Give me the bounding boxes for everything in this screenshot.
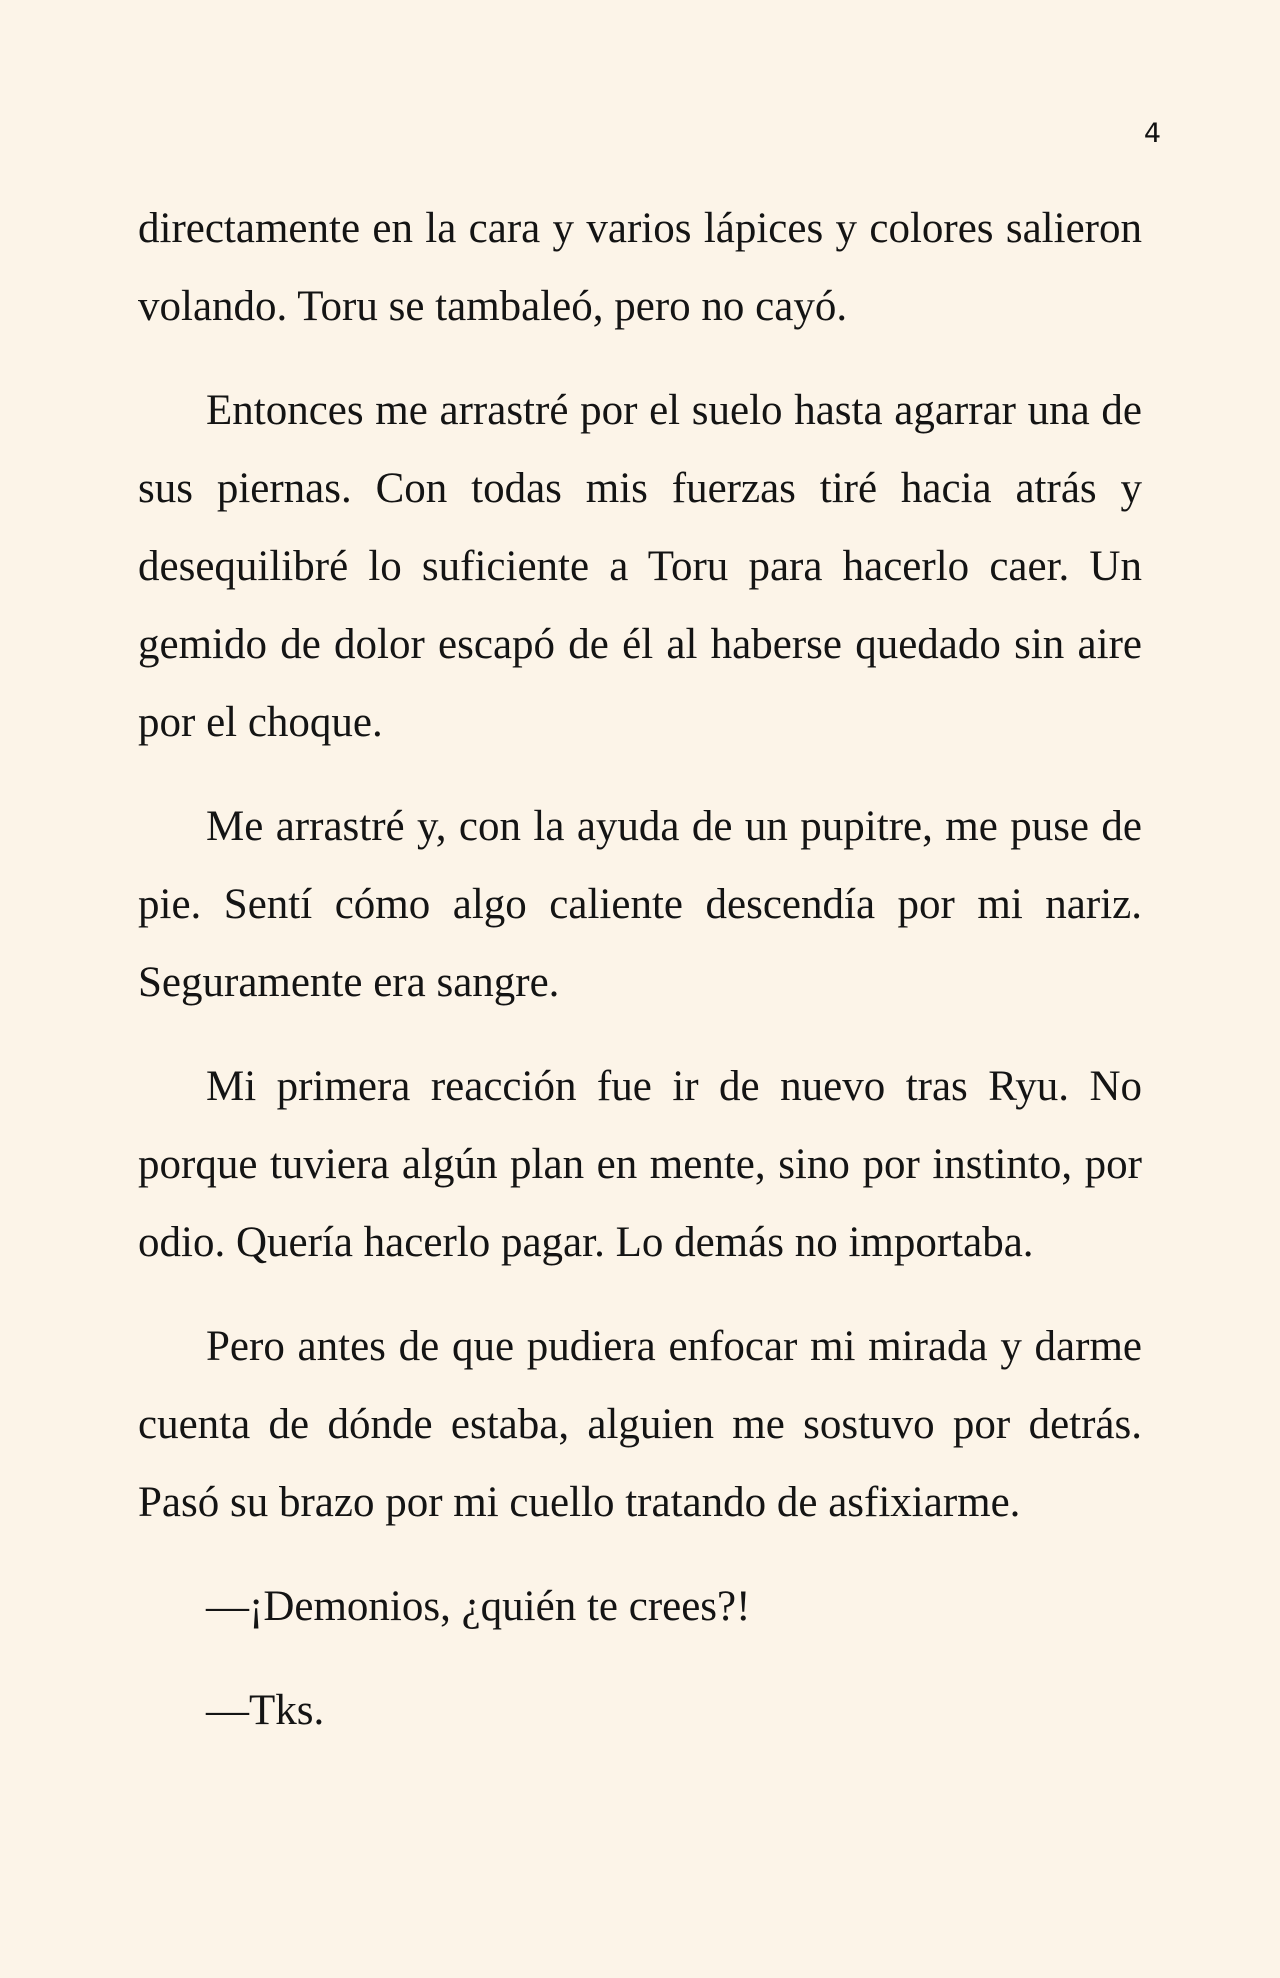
paragraph: Mi primera reacción fue ir de nuevo tras Ryu. No porque tuviera algún plan en mente, sino por instinto, por odio. Quería hacerlo pagar. Lo demás no importaba.: [138, 1063, 1142, 1266]
page-number: 4: [1143, 118, 1161, 149]
text-body: [138, 190, 1142, 1776]
dialogue-line: —¡Demonios, ¿quién te crees?!: [206, 1583, 751, 1630]
dialogue-line: —Tks.: [206, 1687, 325, 1734]
paragraph: Pero antes de que pudiera enfocar mi mirada y darme cuenta de dónde estaba, alguien me sostuvo por detrás. Pasó su brazo por mi cuello tratando de asfixiarme.: [138, 1323, 1142, 1526]
paragraph: Entonces me arrastré por el suelo hasta agarrar una de sus piernas. Con todas mis fuerzas tiré hacia atrás y desequilibré lo suficiente a Toru para hacerlo caer. Un gemido de dolor escapó de él al haberse quedado sin aire por el choque.: [138, 387, 1142, 746]
paragraph: directamente en la cara y varios lápices y colores salieron volando. Toru se tambaleó, pero no cayó.: [138, 205, 1142, 330]
paragraph: Me arrastré y, con la ayuda de un pupitre, me puse de pie. Sentí cómo algo caliente descendía por mi nariz. Seguramente era sangre.: [138, 803, 1142, 1006]
